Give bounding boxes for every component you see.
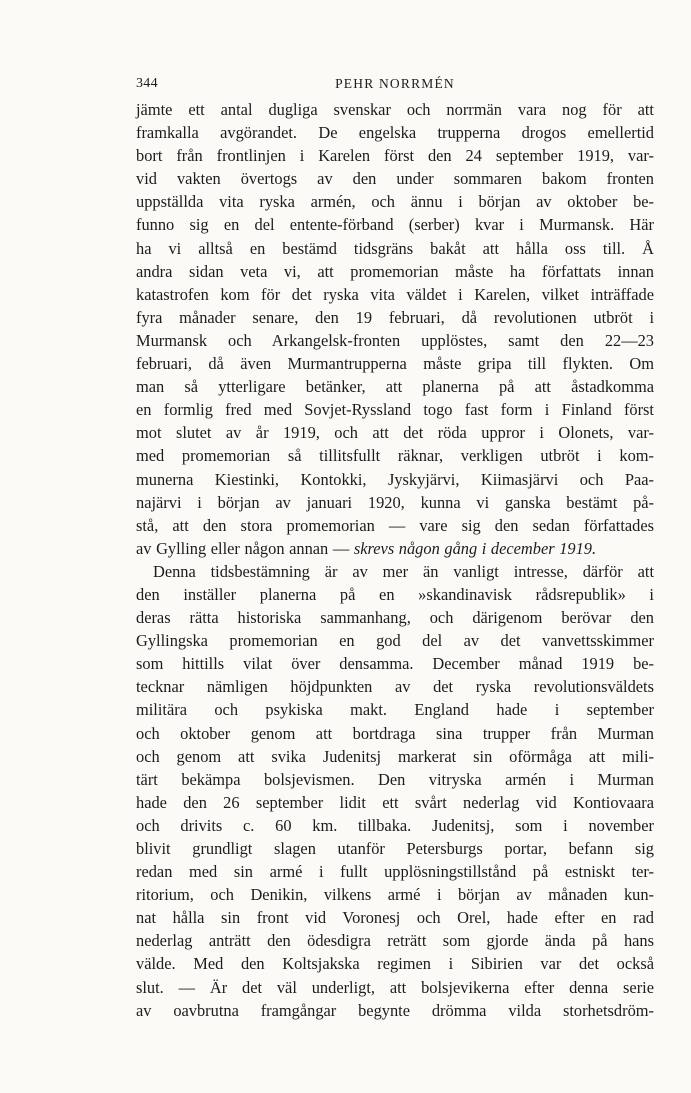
text-line: med promemorian så tillitsfullt räknar, verkligen utbröt i kom- [136, 446, 654, 466]
text-line: Gyllingska promemorian en god del av det vanvettsskimmer [136, 631, 654, 651]
text-line: nat hålla sin front vid Voronesj och Orel, hade efter en rad [136, 908, 654, 928]
text-line: blivit grundligt slagen utanför Petersburgs portar, befann sig [136, 839, 654, 858]
text-line: och genom att svika Judenitsj markerat sin oförmåga att mili- [136, 746, 654, 766]
text-line: välde. Med den Koltsjakska regimen i Sibirien var det också [136, 954, 654, 974]
text-line: man så ytterligare betänker, att planerna på att åstadkomma [136, 377, 654, 397]
running-head: PEHR NORRMÉN [335, 76, 455, 91]
text-line: som hittills vilat över densamma. December månad 1919 be- [136, 654, 654, 674]
text-line: uppställda vita ryska armén, och ännu i början av oktober be- [136, 192, 654, 212]
text-line: funno sig en del entente-förband (serber) kvar i Murmansk. Här [136, 215, 654, 235]
text-line: och drivits c. 60 km. tillbaka. Judenitsj, som i november [136, 815, 654, 835]
text-line: katastrofen kom för det ryska vita väldet i Karelen, vilket inträffade [136, 284, 654, 304]
text-line: Murmansk och Arkangelsk-fronten upplöstes, samt den 22—23 [136, 330, 654, 350]
text-line: stå, att den stora promemorian — vare sig den sedan författades [136, 515, 654, 535]
body-text [136, 98, 654, 1022]
text-line-paragraph-start: Denna tidsbestämning är av mer än vanligt intresse, därför att [153, 561, 654, 581]
text-line: mot slutet av år 1919, och att det röda uppror i Olonets, var- [136, 423, 654, 443]
text-line: den inställer planerna på en »skandinavisk rådsrepublik» i [136, 584, 654, 604]
text-line: deras rätta historiska sammanhang, och därigenom berövar den [136, 608, 654, 628]
text-line: redan med sin armé i fullt upplösningstillstånd på estniskt ter- [136, 862, 654, 882]
text-line: av oavbrutna framgångar begynte drömma vilda storhetsdröm- [136, 1000, 654, 1020]
text-line: andra sidan veta vi, att promemorian måste ha författats innan [136, 261, 654, 281]
text-line: jämte ett antal dugliga svenskar och norrmän vara nog för att [136, 100, 654, 119]
text-line-lead: av Gylling eller någon annan — [136, 538, 354, 558]
text-line: och oktober genom att bortdraga sina trupper från Murman [136, 723, 654, 743]
italic-phrase: skrevs någon gång i december 1919. [353, 538, 597, 558]
text-line: tärt bekämpa bolsjevismen. Den vitryska armén i Murman [136, 769, 654, 789]
page-header [136, 76, 654, 96]
page-number: 344 [136, 76, 158, 91]
text-line: ritorium, och Denikin, vilkens armé i början av månaden kun- [136, 885, 654, 905]
text-line: framkalla avgörandet. De engelska trupperna drogos emellertid [136, 123, 654, 143]
text-line: tecknar nämligen höjdpunkten av det ryska revolutionsväldets [136, 677, 654, 697]
text-line: ha vi alltså en bestämd tidsgräns bakåt att hålla oss till. Å [136, 238, 654, 258]
text-line: hade den 26 september lidit ett svårt nederlag vid Kontiovaara [136, 792, 654, 812]
text-line: nederlag anträtt den ödesdigra reträtt som gjorde ända på hans [136, 931, 654, 951]
text-line: fyra månader senare, den 19 februari, då revolutionen utbröt i [136, 307, 654, 327]
text-line: slut. — Är det väl underligt, att bolsjevikerna efter denna serie [136, 977, 654, 997]
text-line: munerna Kiestinki, Kontokki, Jyskyjärvi, Kiimasjärvi och Paa- [136, 469, 654, 489]
text-line: vid vakten övertogs av den under sommaren bakom fronten [136, 169, 654, 189]
text-line: militära och psykiska makt. England hade i september [136, 700, 654, 720]
text-line: en formlig fred med Sovjet-Ryssland togo fast form i Finland först [136, 400, 654, 420]
text-line-paragraph-end [136, 537, 654, 560]
text-line: februari, då även Murmantrupperna måste gripa till flykten. Om [136, 354, 654, 374]
text-line: najärvi i början av januari 1920, kunna vi ganska bestämt på- [136, 492, 654, 512]
text-line: bort från frontlinjen i Karelen först den 24 september 1919, var- [136, 146, 654, 166]
